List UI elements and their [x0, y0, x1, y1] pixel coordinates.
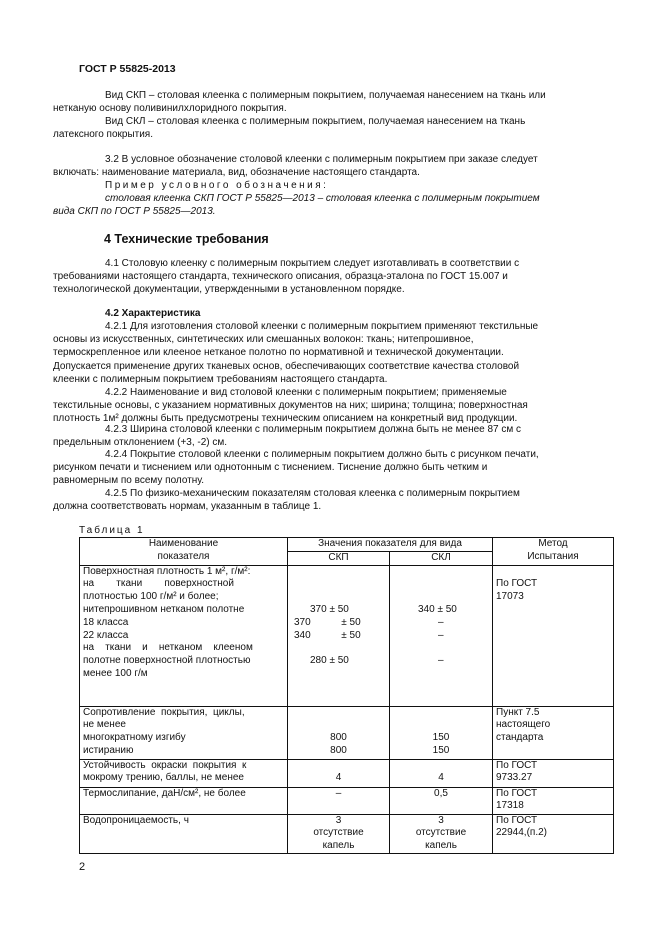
text-line: плотность 1м² должны быть предусмотрены техническим описанием на конкретный вид продукции.	[53, 413, 518, 425]
cell-text: 4	[335, 772, 342, 784]
cell-text: 22944,(п.2)	[496, 827, 548, 839]
cell-text	[291, 760, 386, 773]
cell-method	[493, 565, 614, 706]
cell-skl	[390, 759, 493, 787]
text-line: Вид СКП – столовая клеенка с полимерным покрытием, получаемая нанесением на ткань или	[105, 90, 546, 101]
cell-text: 370 ± 50	[310, 603, 349, 615]
example-text	[53, 192, 614, 218]
header-method	[493, 538, 614, 566]
text-line: 4.2.2 Наименование и вид столовой клеенки с полимерным покрытием; применяемые	[105, 387, 507, 398]
table-row	[80, 787, 614, 814]
paragraph-4-1	[53, 257, 614, 297]
text-line: нетканую основу поливинилхлоридного покрытия.	[53, 103, 287, 115]
cell-skl	[390, 706, 493, 759]
cell-text: капель	[322, 840, 355, 852]
text-line: 3.2 В условное обозначение столовой клеенки с полимерным покрытием при заказе следует	[105, 154, 538, 165]
text-line: термоскрепленное или клееное нетканое полотно по нормативной и технической документации.	[53, 347, 504, 359]
cell-method	[493, 787, 614, 814]
example-label: Пример условного обозначения:	[105, 180, 329, 191]
characteristics-table	[79, 537, 614, 854]
cell-skl	[390, 787, 493, 814]
cell-text: 9733.27	[496, 772, 533, 784]
paragraph-4-2-4	[53, 448, 614, 488]
cell-text: отсутствие	[313, 827, 364, 839]
cell-text: –	[335, 787, 342, 799]
text-line: вида СКП по ГОСТ Р 55825—2013.	[53, 206, 216, 218]
subsection-4-2-title: 4.2 Характеристика	[105, 308, 201, 319]
text-line: основы из искусственных, синтетических или смешанных волокон: ткань; нитепрошивное,	[53, 334, 474, 346]
cell-text	[393, 719, 489, 732]
cell-text: истиранию	[83, 744, 134, 756]
cell-text: –	[438, 629, 444, 641]
paragraph-type-skp	[53, 89, 614, 115]
cell-text: менее 100 г/м	[83, 667, 148, 679]
table-row	[80, 565, 614, 706]
cell-text: на ткани поверхностной	[83, 578, 234, 590]
section-4-heading: 4 Технические требования	[104, 232, 269, 246]
text-line: латексного покрытия.	[53, 129, 154, 141]
text-line: предельным отклонением (+3, -2) см.	[53, 437, 228, 449]
cell-text: 3	[438, 814, 444, 826]
text-line: включать: наименование материала, вид, обозначение настоящего стандарта.	[53, 167, 420, 179]
text-line: равномерным по всему полотну.	[53, 475, 205, 487]
cell-text: 22 класса	[83, 629, 129, 641]
cell-indicator	[80, 706, 288, 759]
cell-text: По ГОСТ	[496, 814, 538, 826]
cell-text: –	[438, 655, 444, 667]
table-row	[80, 814, 614, 853]
cell-text: мокрому трению, баллы, не менее	[83, 772, 244, 784]
cell-text: Пункт 7.5	[496, 706, 540, 718]
text-line: текстильные основы, с указанием нормативных документов на них; ширина; толщина; поверхностная	[53, 400, 528, 412]
cell-text: 4	[438, 772, 444, 784]
text-line: требованиями настоящего стандарта, технического описания, образца-эталона по ГОСТ 15.007 и	[53, 271, 508, 283]
cell-text: Термослипание, даН/см², не более	[83, 787, 246, 799]
cell-text	[294, 566, 386, 579]
cell-skp	[288, 759, 390, 787]
cell-text: Водопроницаемость, ч	[83, 814, 189, 826]
header-text: показателя	[157, 550, 210, 562]
cell-text: 150	[432, 744, 450, 756]
cell-text: на ткани и нетканом клееном	[83, 642, 253, 654]
cell-text: 17318	[496, 800, 524, 812]
text-line: 4.2.5 По физико-механическим показателям столовая клеенка с полимерным покрытием	[105, 488, 520, 499]
cell-text: полотне поверхностной плотностью	[83, 655, 251, 667]
cell-skp	[288, 787, 390, 814]
paragraph-3-2	[53, 153, 614, 179]
table-caption: Таблица 1	[79, 525, 145, 536]
cell-indicator	[80, 787, 288, 814]
cell-text: настоящего	[496, 719, 551, 731]
cell-skl	[390, 814, 493, 853]
cell-text: 18 класса	[83, 616, 129, 628]
cell-text: многократному изгибу	[83, 732, 186, 744]
cell-text: 370 ± 50	[294, 616, 361, 628]
cell-text: По ГОСТ	[496, 578, 538, 590]
cell-method	[493, 759, 614, 787]
cell-text: плотностью 100 г/м² и более;	[83, 591, 219, 603]
cell-indicator	[80, 814, 288, 853]
cell-text: стандарта	[496, 732, 544, 744]
text-line: технологической документации, утвержденными в установленном порядке.	[53, 284, 405, 296]
text-line: Вид СКЛ – столовая клеенка с полимерным покрытием, получаемая нанесением на ткань	[105, 116, 526, 127]
text-line: клеенки с полимерным покрытием требованиям настоящего стандарта.	[53, 373, 388, 385]
cell-indicator	[80, 759, 288, 787]
table-row	[80, 706, 614, 759]
paragraph-4-2-5	[53, 487, 614, 513]
cell-text	[398, 566, 489, 579]
table-header-row-1	[80, 538, 614, 552]
cell-text: 0,5	[434, 787, 448, 799]
header-indicator-name	[80, 538, 288, 566]
cell-text: 340 ± 50	[294, 629, 361, 641]
text-line: 4.2.1 Для изготовления столовой клеенки с полимерным покрытием применяют текстильные	[105, 321, 539, 332]
paragraph-4-2-1	[53, 320, 614, 386]
cell-text: 340 ± 50	[418, 603, 457, 615]
cell-text: Устойчивость окраски покрытия к	[83, 759, 247, 771]
header-values: Значения показателя для вида	[288, 538, 493, 552]
text-line: рисунком печати и тиснением или однотонным с тиснением. Тиснение должно быть четким и	[53, 462, 488, 474]
text-line: 4.1 Столовую клеенку с полимерным покрытием следует изготавливать в соответствии с	[105, 258, 520, 269]
cell-text: нитепрошивном нетканом полотне	[83, 603, 245, 615]
cell-text	[398, 578, 489, 591]
document-header-standard: ГОСТ Р 55825-2013	[79, 63, 176, 75]
cell-text	[291, 719, 386, 732]
cell-text	[393, 760, 489, 773]
cell-text: 150	[432, 732, 450, 744]
cell-text	[393, 707, 489, 720]
cell-text: Сопротивление покрытия, циклы,	[83, 706, 245, 718]
cell-text: 280 ± 50	[310, 655, 349, 667]
cell-text: не менее	[83, 719, 126, 731]
cell-text: –	[438, 616, 444, 628]
cell-text	[294, 591, 386, 604]
table-row	[80, 759, 614, 787]
cell-text: По ГОСТ	[496, 759, 538, 771]
text-line: Допускается применение других тканевых основ, обеспечивающих соответствие качества столовой	[53, 360, 520, 372]
cell-text: 17073	[496, 591, 524, 603]
header-text: Испытания	[527, 550, 579, 562]
cell-method	[493, 814, 614, 853]
header-skl: СКЛ	[390, 551, 493, 565]
cell-text: капель	[425, 840, 457, 852]
cell-method	[493, 706, 614, 759]
page-number: 2	[79, 861, 86, 873]
header-text: Наименование	[148, 538, 219, 549]
header-text: Метод	[538, 538, 568, 549]
header-skp: СКП	[288, 551, 390, 565]
cell-text	[291, 707, 386, 720]
text-line: столовая клеенка СКП ГОСТ Р 55825—2013 – столовая клеенка с полимерным покрытием	[105, 193, 540, 204]
text-line: 4.2.3 Ширина столовой клеенки с полимерным покрытием должна быть не менее 87 см с	[105, 424, 522, 435]
paragraph-type-skl	[53, 115, 614, 141]
cell-skp	[288, 565, 390, 706]
cell-skp	[288, 706, 390, 759]
cell-text: 3	[335, 814, 342, 826]
cell-text: 800	[330, 732, 347, 744]
cell-text: 800	[330, 744, 347, 756]
cell-text	[294, 642, 386, 655]
paragraph-4-2-3	[53, 423, 614, 449]
cell-text	[398, 642, 489, 655]
cell-text: отсутствие	[415, 827, 467, 839]
cell-text: По ГОСТ	[496, 787, 538, 799]
text-line: должна соответствовать нормам, указанным в таблице 1.	[53, 501, 322, 513]
cell-skp	[288, 814, 390, 853]
cell-text: Поверхностная плотность 1 м², г/м²:	[83, 565, 251, 577]
cell-text	[294, 578, 386, 591]
cell-skl	[390, 565, 493, 706]
paragraph-4-2-2	[53, 386, 614, 426]
cell-text	[398, 591, 489, 604]
cell-indicator	[80, 565, 288, 706]
text-line: 4.2.4 Покрытие столовой клеенки с полимерным покрытием должно быть с рисунком печати,	[105, 449, 539, 460]
